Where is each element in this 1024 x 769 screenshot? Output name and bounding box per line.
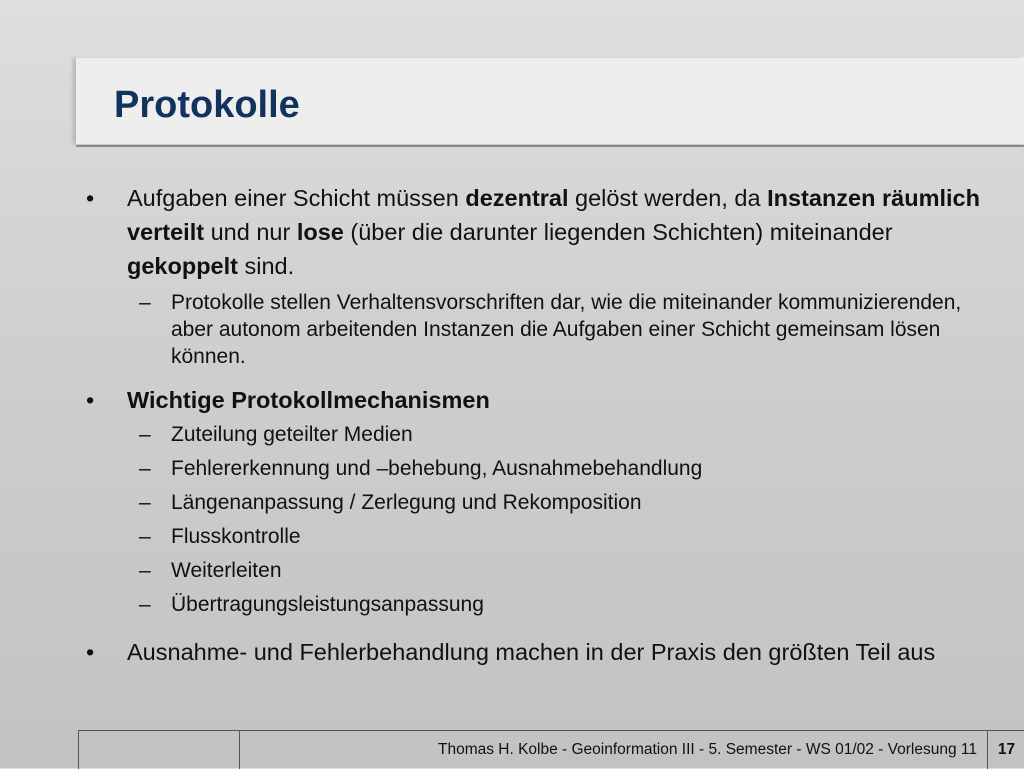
sub-bullet-item — [84, 289, 984, 370]
sub-bullet-text: Längenanpassung / Zerlegung und Rekomposition — [171, 491, 642, 514]
emphasis-text: gekoppelt — [127, 253, 238, 279]
sub-bullet-marker: – — [139, 559, 151, 582]
sub-bullet-item — [84, 421, 984, 449]
bullet-marker: • — [86, 387, 95, 413]
bullet-text: sind. — [237, 253, 295, 279]
bullet-text: Aufgaben einer Schicht müssen — [127, 185, 466, 211]
title-divider — [76, 145, 1024, 147]
sub-bullet-marker: – — [139, 525, 151, 548]
bullet-marker: • — [86, 639, 95, 665]
footer-text: Thomas H. Kolbe - Geoinformation III - 5. Semester - WS 01/02 - Vorlesung 11 — [437, 741, 977, 758]
sub-bullet-marker: – — [139, 457, 151, 480]
sub-bullet-marker: – — [139, 291, 151, 314]
emphasis-text: lose — [296, 219, 344, 245]
sub-bullet-text: Weiterleiten — [171, 559, 282, 582]
sub-bullet-text: Übertragungsleistungsanpassung — [171, 593, 484, 616]
bullet-marker: • — [86, 185, 95, 211]
bullet-text: gelöst werden, da — [568, 185, 768, 211]
sub-bullet-marker: – — [139, 593, 151, 616]
sub-bullet-text: Fehlererkennung und –behebung, Ausnahmebehandlung — [171, 457, 703, 480]
sub-bullet-item — [84, 523, 984, 551]
sub-bullet-item — [84, 455, 984, 483]
emphasis-text: Wichtige Protokollmechanismen — [127, 387, 490, 413]
sub-bullet-item — [84, 557, 984, 585]
page-number: 17 — [997, 741, 1016, 758]
sub-bullet-item — [84, 489, 984, 517]
slide-title: Protokolle — [114, 84, 300, 126]
bullet-item — [84, 181, 984, 283]
bullet-item — [84, 383, 984, 417]
sub-bullet-marker: – — [139, 423, 151, 446]
bullet-text: Ausnahme- und Fehlerbehandlung machen in der Praxis den größten Teil aus — [127, 639, 936, 665]
emphasis-text: dezentral — [465, 185, 569, 211]
sub-bullet-text: Flusskontrolle — [171, 525, 301, 548]
bullet-text: und nur — [204, 219, 297, 245]
sub-bullet-item — [84, 591, 984, 619]
slide-content — [84, 181, 984, 669]
bullet-text: (über die darunter liegenden Schichten) miteinander — [343, 219, 893, 245]
footer — [78, 730, 1024, 769]
emphasis-text: Instanzen räumlich verteilt — [127, 185, 980, 245]
bullet-item — [84, 635, 984, 669]
sub-bullet-text: Protokolle stellen Verhaltensvorschriften dar, wie die miteinander kommunizierenden, aber autonom arbeitenden Instanzen die Aufgaben einer Schicht gemeinsam lösen können. — [171, 291, 962, 368]
sub-bullet-marker: – — [139, 491, 151, 514]
sub-bullet-text: Zuteilung geteilter Medien — [171, 423, 413, 446]
